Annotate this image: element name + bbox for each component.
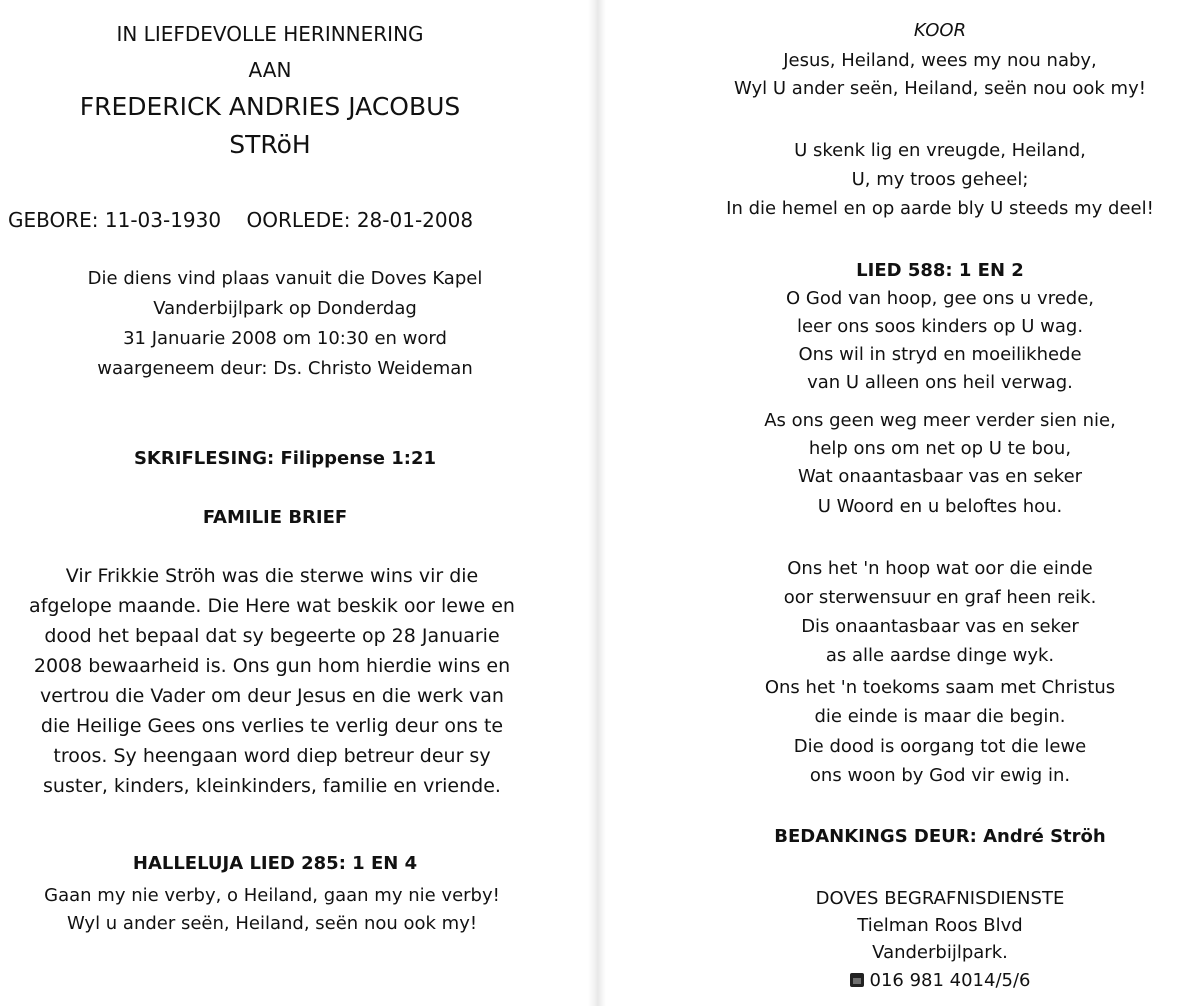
life-dates: GEBORE: 11-03-1930 OORLEDE: 28-01-2008 bbox=[8, 208, 474, 232]
service-line: waargeneem deur: Ds. Christo Weideman bbox=[97, 358, 473, 379]
letter-line: die Heilige Gees ons verlies te verlig deur ons te bbox=[40, 715, 504, 737]
funeral-home-phone-row bbox=[680, 970, 1200, 991]
letter-line: 2008 bewaarheid is. Ons gun hom hierdie wins en bbox=[33, 655, 511, 677]
hymn-title: HALLELUJA LIED 285: 1 EN 4 bbox=[132, 853, 418, 874]
deceased-surname: STRöH bbox=[229, 130, 311, 159]
song-line: as alle aardse dinge wyk. bbox=[825, 645, 1055, 666]
song-line: Ons het 'n toekoms saam met Christus bbox=[764, 677, 1116, 698]
scripture-reading: SKRIFLESING: Filippense 1:21 bbox=[133, 448, 437, 469]
service-line: Die diens vind plaas vanuit die Doves Kapel bbox=[87, 268, 483, 289]
song-line: help ons om net op U te bou, bbox=[808, 438, 1072, 459]
letter-line: vertrou die Vader om deur Jesus en die werk van bbox=[40, 685, 504, 707]
verse-line: In die hemel en op aarde bly U steeds my deel! bbox=[726, 198, 1154, 219]
song-line: As ons geen weg meer verder sien nie, bbox=[764, 410, 1116, 431]
service-line: 31 Januarie 2008 om 10:30 en word bbox=[123, 328, 447, 349]
thanks-line: BEDANKINGS DEUR: André Ströh bbox=[774, 826, 1106, 847]
letter-line: afgelope maande. Die Here wat beskik oor lewe en bbox=[29, 595, 515, 617]
funeral-home-name: DOVES BEGRAFNISDIENSTE bbox=[815, 888, 1065, 909]
letter-line: dood het bepaal dat sy begeerte op 28 Januarie bbox=[44, 625, 500, 647]
funeral-home-city: Vanderbijlpark. bbox=[872, 942, 1008, 963]
chorus-title: KOOR bbox=[913, 20, 967, 41]
song-line: U Woord en u beloftes hou. bbox=[817, 496, 1063, 517]
song-line: Dis onaantasbaar vas en seker bbox=[801, 616, 1079, 637]
chorus-line: Wyl U ander seën, Heiland, seën nou ook my! bbox=[734, 78, 1146, 99]
service-line: Vanderbijlpark op Donderdag bbox=[153, 298, 417, 319]
verse-line: U, my troos geheel; bbox=[851, 169, 1029, 190]
song-line: Die dood is oorgang tot die lewe bbox=[793, 736, 1087, 757]
hymn-line: Gaan my nie verby, o Heiland, gaan my nie verby! bbox=[44, 885, 500, 906]
verse-line: U skenk lig en vreugde, Heiland, bbox=[794, 140, 1086, 161]
memorial-aan: AAN bbox=[248, 58, 292, 82]
telephone-icon bbox=[850, 973, 864, 987]
letter-line: troos. Sy heengaan word diep betreur deur sy bbox=[53, 745, 491, 767]
song-line: die einde is maar die begin. bbox=[814, 706, 1066, 727]
hymn-line: Wyl u ander seën, Heiland, seën nou ook my! bbox=[66, 913, 478, 934]
song-line: O God van hoop, gee ons u vrede, bbox=[785, 288, 1094, 309]
family-letter-title: FAMILIE BRIEF bbox=[202, 507, 348, 528]
memorial-line: IN LIEFDEVOLLE HERINNERING bbox=[116, 22, 424, 46]
chorus-line: Jesus, Heiland, wees my nou naby, bbox=[783, 50, 1097, 71]
song-line: Ons wil in stryd en moeilikhede bbox=[798, 344, 1082, 365]
song-line: leer ons soos kinders op U wag. bbox=[796, 316, 1084, 337]
song-line: van U alleen ons heil verwag. bbox=[807, 372, 1073, 393]
song-line: ons woon by God vir ewig in. bbox=[809, 765, 1071, 786]
page-fold bbox=[588, 0, 606, 1006]
song-line: oor sterwensuur en graf heen reik. bbox=[783, 587, 1097, 608]
letter-line: Vir Frikkie Ströh was die sterwe wins vir die bbox=[65, 565, 479, 587]
funeral-home-street: Tielman Roos Blvd bbox=[857, 915, 1023, 936]
song-line: Ons het 'n hoop wat oor die einde bbox=[787, 558, 1093, 579]
funeral-home-phone: 016 981 4014/5/6 bbox=[869, 970, 1031, 991]
song-line: Wat onaantasbaar vas en seker bbox=[797, 466, 1083, 487]
letter-line: suster, kinders, kleinkinders, familie en vriende. bbox=[43, 775, 501, 797]
deceased-name: FREDERICK ANDRIES JACOBUS bbox=[79, 92, 461, 121]
song-title: LIED 588: 1 EN 2 bbox=[856, 260, 1024, 281]
